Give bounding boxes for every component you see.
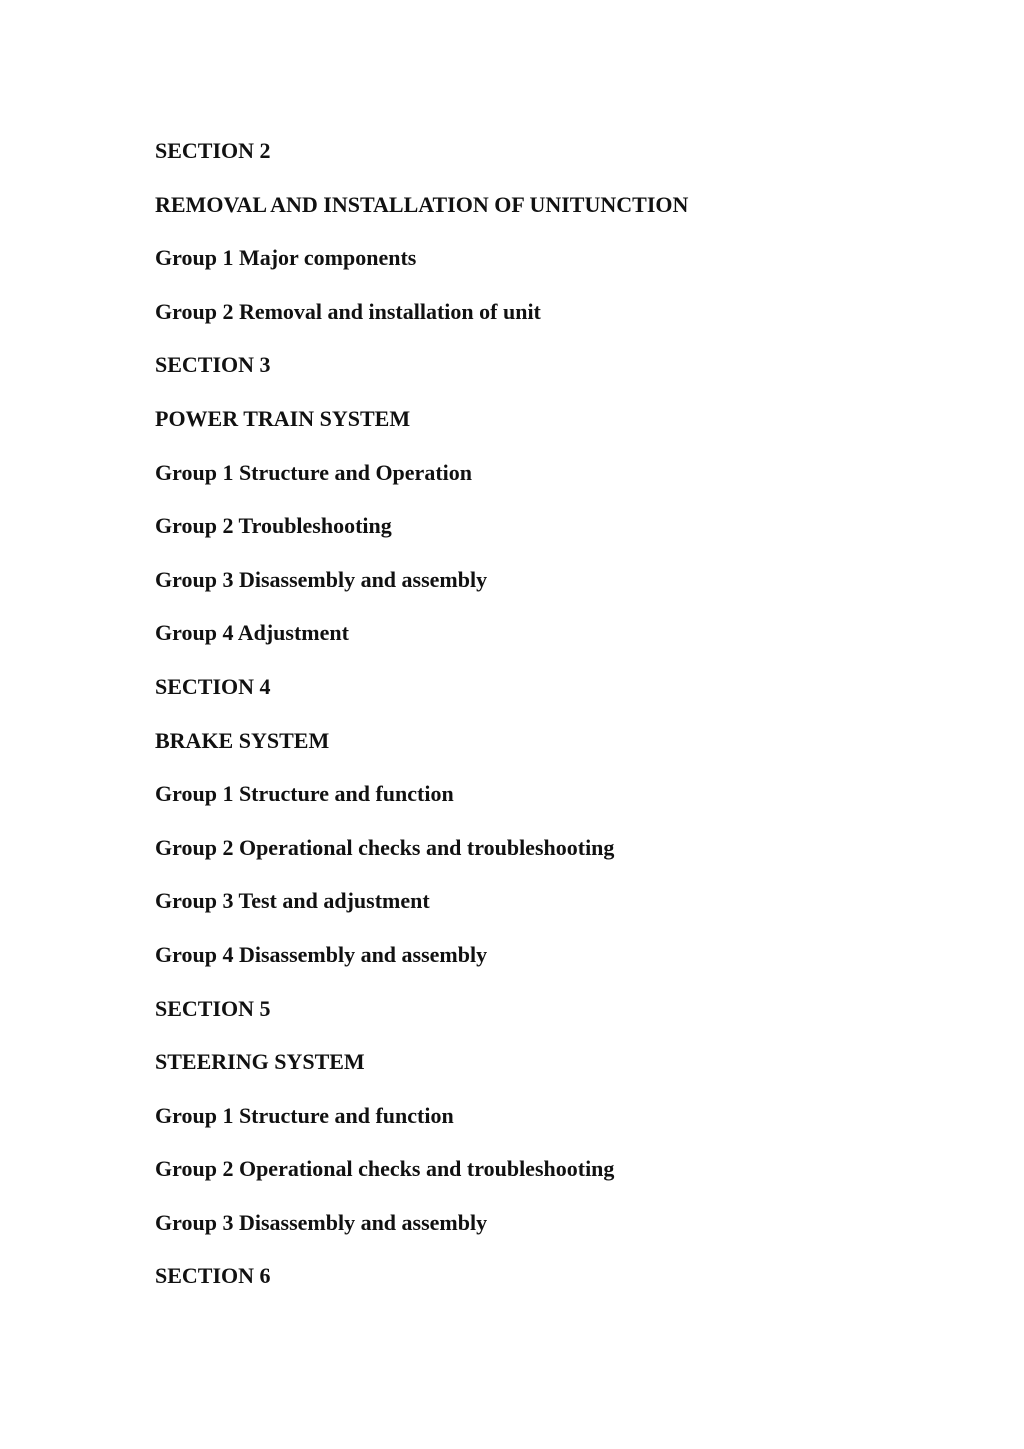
group-entry: Group 1 Structure and Operation: [155, 459, 472, 485]
group-entry: Group 2 Removal and installation of unit: [155, 298, 541, 324]
group-entry: Group 2 Operational checks and troubleshooting: [155, 834, 615, 860]
group-entry: Group 1 Major components: [155, 245, 417, 271]
table-of-contents: [155, 138, 688, 1317]
group-entry: Group 3 Test and adjustment: [155, 888, 430, 914]
section-title: BRAKE SYSTEM: [155, 727, 330, 753]
group-entry: Group 2 Operational checks and troubleshooting: [155, 1156, 615, 1182]
section-title: POWER TRAIN SYSTEM: [155, 405, 411, 431]
group-entry: Group 4 Disassembly and assembly: [155, 941, 488, 967]
section-heading: SECTION 4: [155, 673, 271, 699]
group-entry: Group 3 Disassembly and assembly: [155, 566, 488, 592]
section-heading: SECTION 2: [155, 138, 271, 163]
group-entry: Group 4 Adjustment: [155, 620, 349, 646]
section-heading: SECTION 6: [155, 1263, 271, 1289]
group-entry: Group 1 Structure and function: [155, 781, 454, 807]
section-heading: SECTION 5: [155, 995, 271, 1021]
section-title: REMOVAL AND INSTALLATION OF UNITUNCTION: [155, 191, 689, 217]
section-heading: SECTION 3: [155, 352, 271, 378]
section-title: STEERING SYSTEM: [155, 1049, 365, 1075]
group-entry: Group 1 Structure and function: [155, 1102, 454, 1128]
group-entry: Group 3 Disassembly and assembly: [155, 1209, 488, 1235]
group-entry: Group 2 Troubleshooting: [155, 513, 392, 539]
